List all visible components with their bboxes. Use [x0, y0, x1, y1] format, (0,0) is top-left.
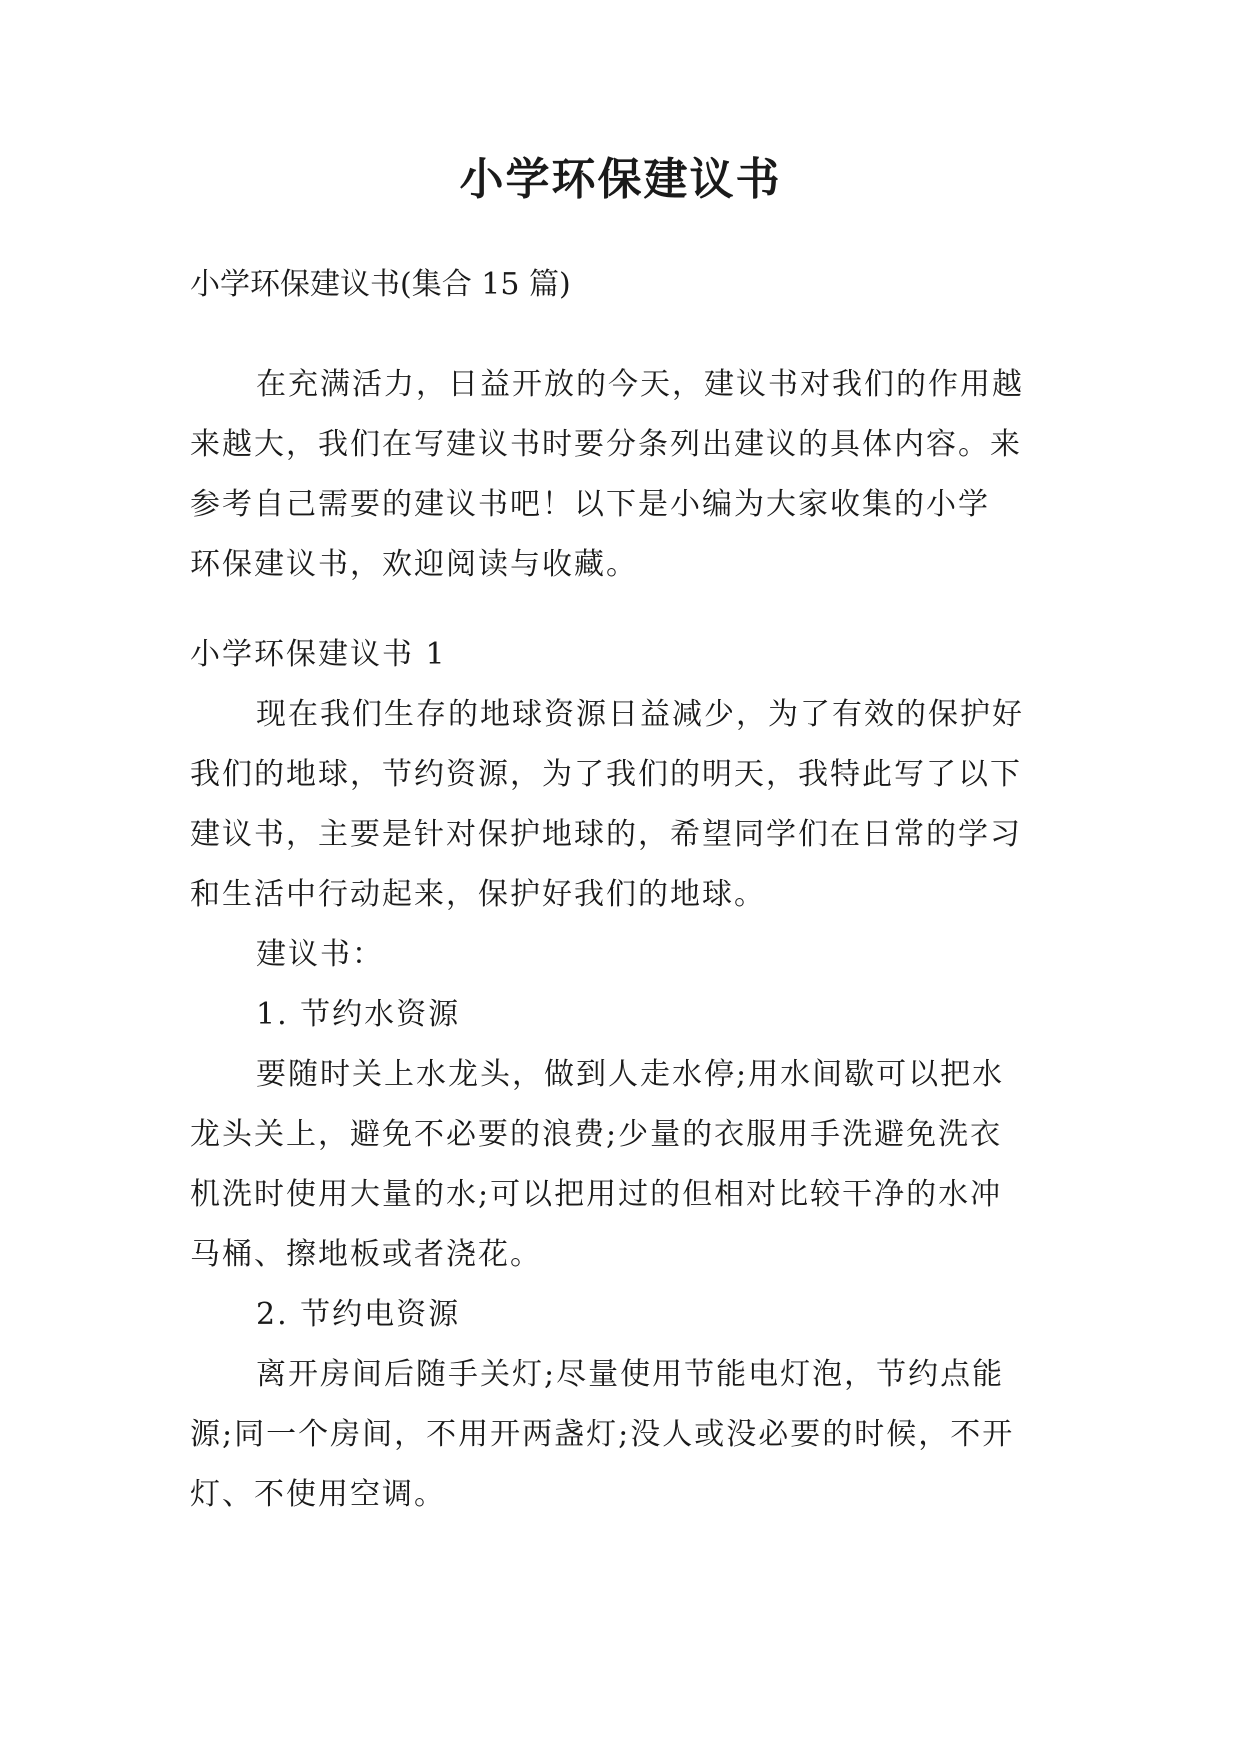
section-line: 我们的地球，节约资源，为了我们的明天，我特此写了以下	[190, 757, 1022, 792]
section-line: 建议书，主要是针对保护地球的，希望同学们在日常的学习	[190, 817, 1022, 852]
intro-line: 在充满活力，日益开放的今天，建议书对我们的作用越	[256, 367, 1024, 402]
intro-paragraph	[190, 355, 1052, 595]
intro-line: 环保建议书，欢迎阅读与收藏。	[190, 547, 638, 582]
item2-line: 离开房间后随手关灯;尽量使用节能电灯泡，节约点能	[256, 1357, 1005, 1392]
document-title: 小学环保建议书	[459, 154, 782, 205]
document-subtitle: 小学环保建议书(集合 15 篇)	[190, 267, 571, 302]
section-line: 现在我们生存的地球资源日益减少，为了有效的保护好	[256, 697, 1024, 732]
item1-line: 机洗时使用大量的水;可以把用过的但相对比较干净的水冲	[190, 1177, 1003, 1212]
intro-line: 参考自己需要的建议书吧！以下是小编为大家收集的小学	[190, 487, 990, 522]
item2-heading: 2. 节约电资源	[256, 1297, 461, 1332]
item1-line: 马桶、擦地板或者浇花。	[190, 1237, 542, 1272]
item1-heading: 1. 节约水资源	[256, 997, 461, 1032]
item2-line: 灯、不使用空调。	[190, 1477, 446, 1512]
intro-line: 来越大，我们在写建议书时要分条列出建议的具体内容。来	[190, 427, 1022, 462]
section-heading: 小学环保建议书 1	[190, 637, 447, 672]
section-paragraph	[190, 685, 1052, 1525]
item2-line: 源;同一个房间，不用开两盏灯;没人或没必要的时候，不开	[190, 1417, 1015, 1452]
proposal-label: 建议书：	[256, 937, 384, 972]
item1-line: 要随时关上水龙头，做到人走水停;用水间歇可以把水	[256, 1057, 1005, 1092]
section-line: 和生活中行动起来，保护好我们的地球。	[190, 877, 766, 912]
item1-line: 龙头关上，避免不必要的浪费;少量的衣服用手洗避免洗衣	[190, 1117, 1003, 1152]
